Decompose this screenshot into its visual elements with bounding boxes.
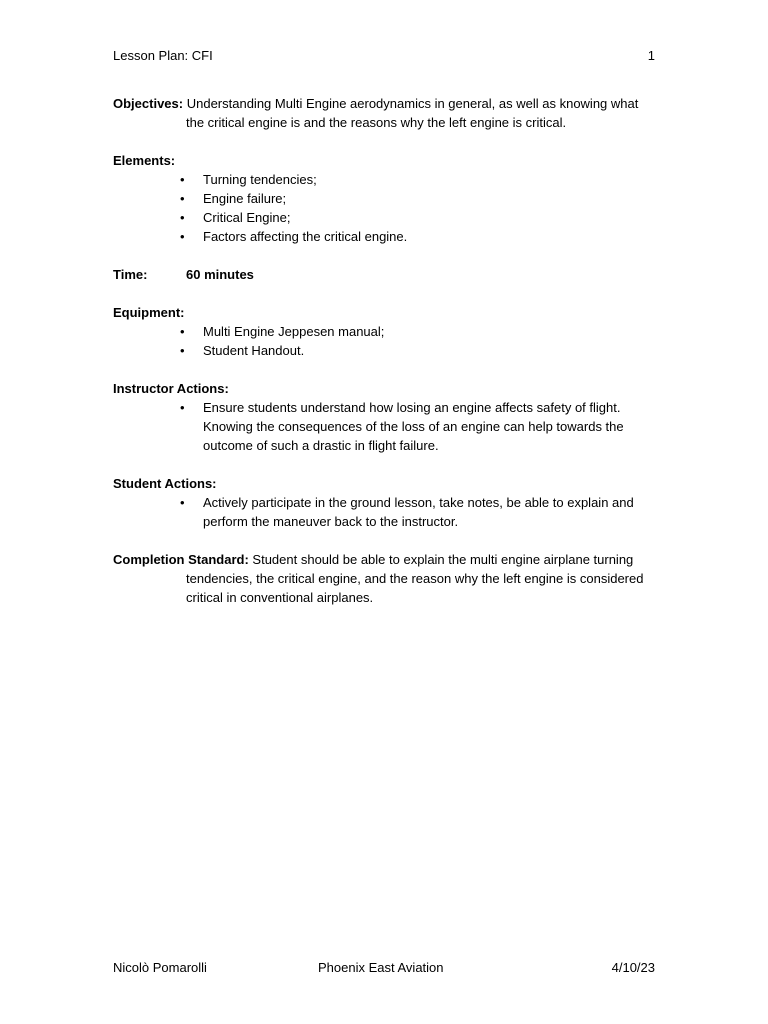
completion-standard-section bbox=[113, 550, 658, 607]
list-item-text: Engine failure; bbox=[203, 191, 287, 206]
objectives-label: Objectives: bbox=[113, 96, 184, 111]
bullet-icon: • bbox=[180, 400, 185, 415]
instructor-actions-section bbox=[113, 379, 658, 455]
equipment-list bbox=[113, 322, 658, 360]
footer-organization: Phoenix East Aviation bbox=[318, 960, 444, 975]
objectives-text: Understanding Multi Engine aerodynamics in general, as well as knowing what the critical engine is and the reasons why the left engine is critical. bbox=[186, 96, 639, 130]
bullet-icon: • bbox=[180, 210, 185, 225]
list-item bbox=[180, 341, 658, 360]
objectives-section bbox=[113, 94, 658, 132]
equipment-section bbox=[113, 303, 658, 360]
list-item-text: Actively participate in the ground lesson, take notes, be able to explain and perform the maneuver back to the instructor. bbox=[203, 495, 634, 529]
list-item-text: Multi Engine Jeppesen manual; bbox=[203, 324, 385, 339]
time-value: 60 minutes bbox=[186, 267, 254, 282]
student-actions-list bbox=[113, 493, 658, 531]
completion-standard-label: Completion Standard: bbox=[113, 552, 249, 567]
page-footer bbox=[113, 960, 655, 978]
equipment-label: Equipment: bbox=[113, 305, 185, 320]
list-item bbox=[180, 189, 658, 208]
bullet-icon: • bbox=[180, 229, 185, 244]
student-actions-section bbox=[113, 474, 658, 531]
list-item bbox=[180, 322, 658, 341]
footer-date: 4/10/23 bbox=[611, 960, 655, 975]
completion-standard-text: Student should be able to explain the multi engine airplane turning tendencies, the critical engine, and the reason why the left engine is considered critical in conventional airplanes. bbox=[186, 552, 644, 605]
lesson-plan-body bbox=[113, 94, 658, 626]
list-item-text: Ensure students understand how losing an engine affects safety of flight. Knowing the consequences of the loss of an engine can help towards the outcome of such a drastic in flight failure. bbox=[203, 400, 624, 453]
page-number: 1 bbox=[647, 48, 655, 63]
list-item-text: Factors affecting the critical engine. bbox=[203, 229, 408, 244]
elements-label: Elements: bbox=[113, 153, 176, 168]
list-item bbox=[180, 170, 658, 189]
list-item bbox=[180, 398, 658, 455]
bullet-icon: • bbox=[180, 172, 185, 187]
list-item-text: Turning tendencies; bbox=[203, 172, 317, 187]
time-label: Time: bbox=[113, 267, 148, 282]
list-item bbox=[180, 208, 658, 227]
elements-list bbox=[113, 170, 658, 246]
bullet-icon: • bbox=[180, 191, 185, 206]
elements-section bbox=[113, 151, 658, 246]
page-header bbox=[113, 48, 655, 66]
instructor-actions-label: Instructor Actions: bbox=[113, 381, 229, 396]
header-title: Lesson Plan: CFI bbox=[113, 48, 213, 63]
list-item-text: Student Handout. bbox=[203, 343, 305, 358]
student-actions-label: Student Actions: bbox=[113, 476, 217, 491]
list-item bbox=[180, 493, 658, 531]
footer-author: Nicolò Pomarolli bbox=[113, 960, 207, 975]
bullet-icon: • bbox=[180, 343, 185, 358]
bullet-icon: • bbox=[180, 495, 185, 510]
list-item bbox=[180, 227, 658, 246]
bullet-icon: • bbox=[180, 324, 185, 339]
time-section bbox=[113, 265, 658, 284]
list-item-text: Critical Engine; bbox=[203, 210, 291, 225]
instructor-actions-list bbox=[113, 398, 658, 455]
